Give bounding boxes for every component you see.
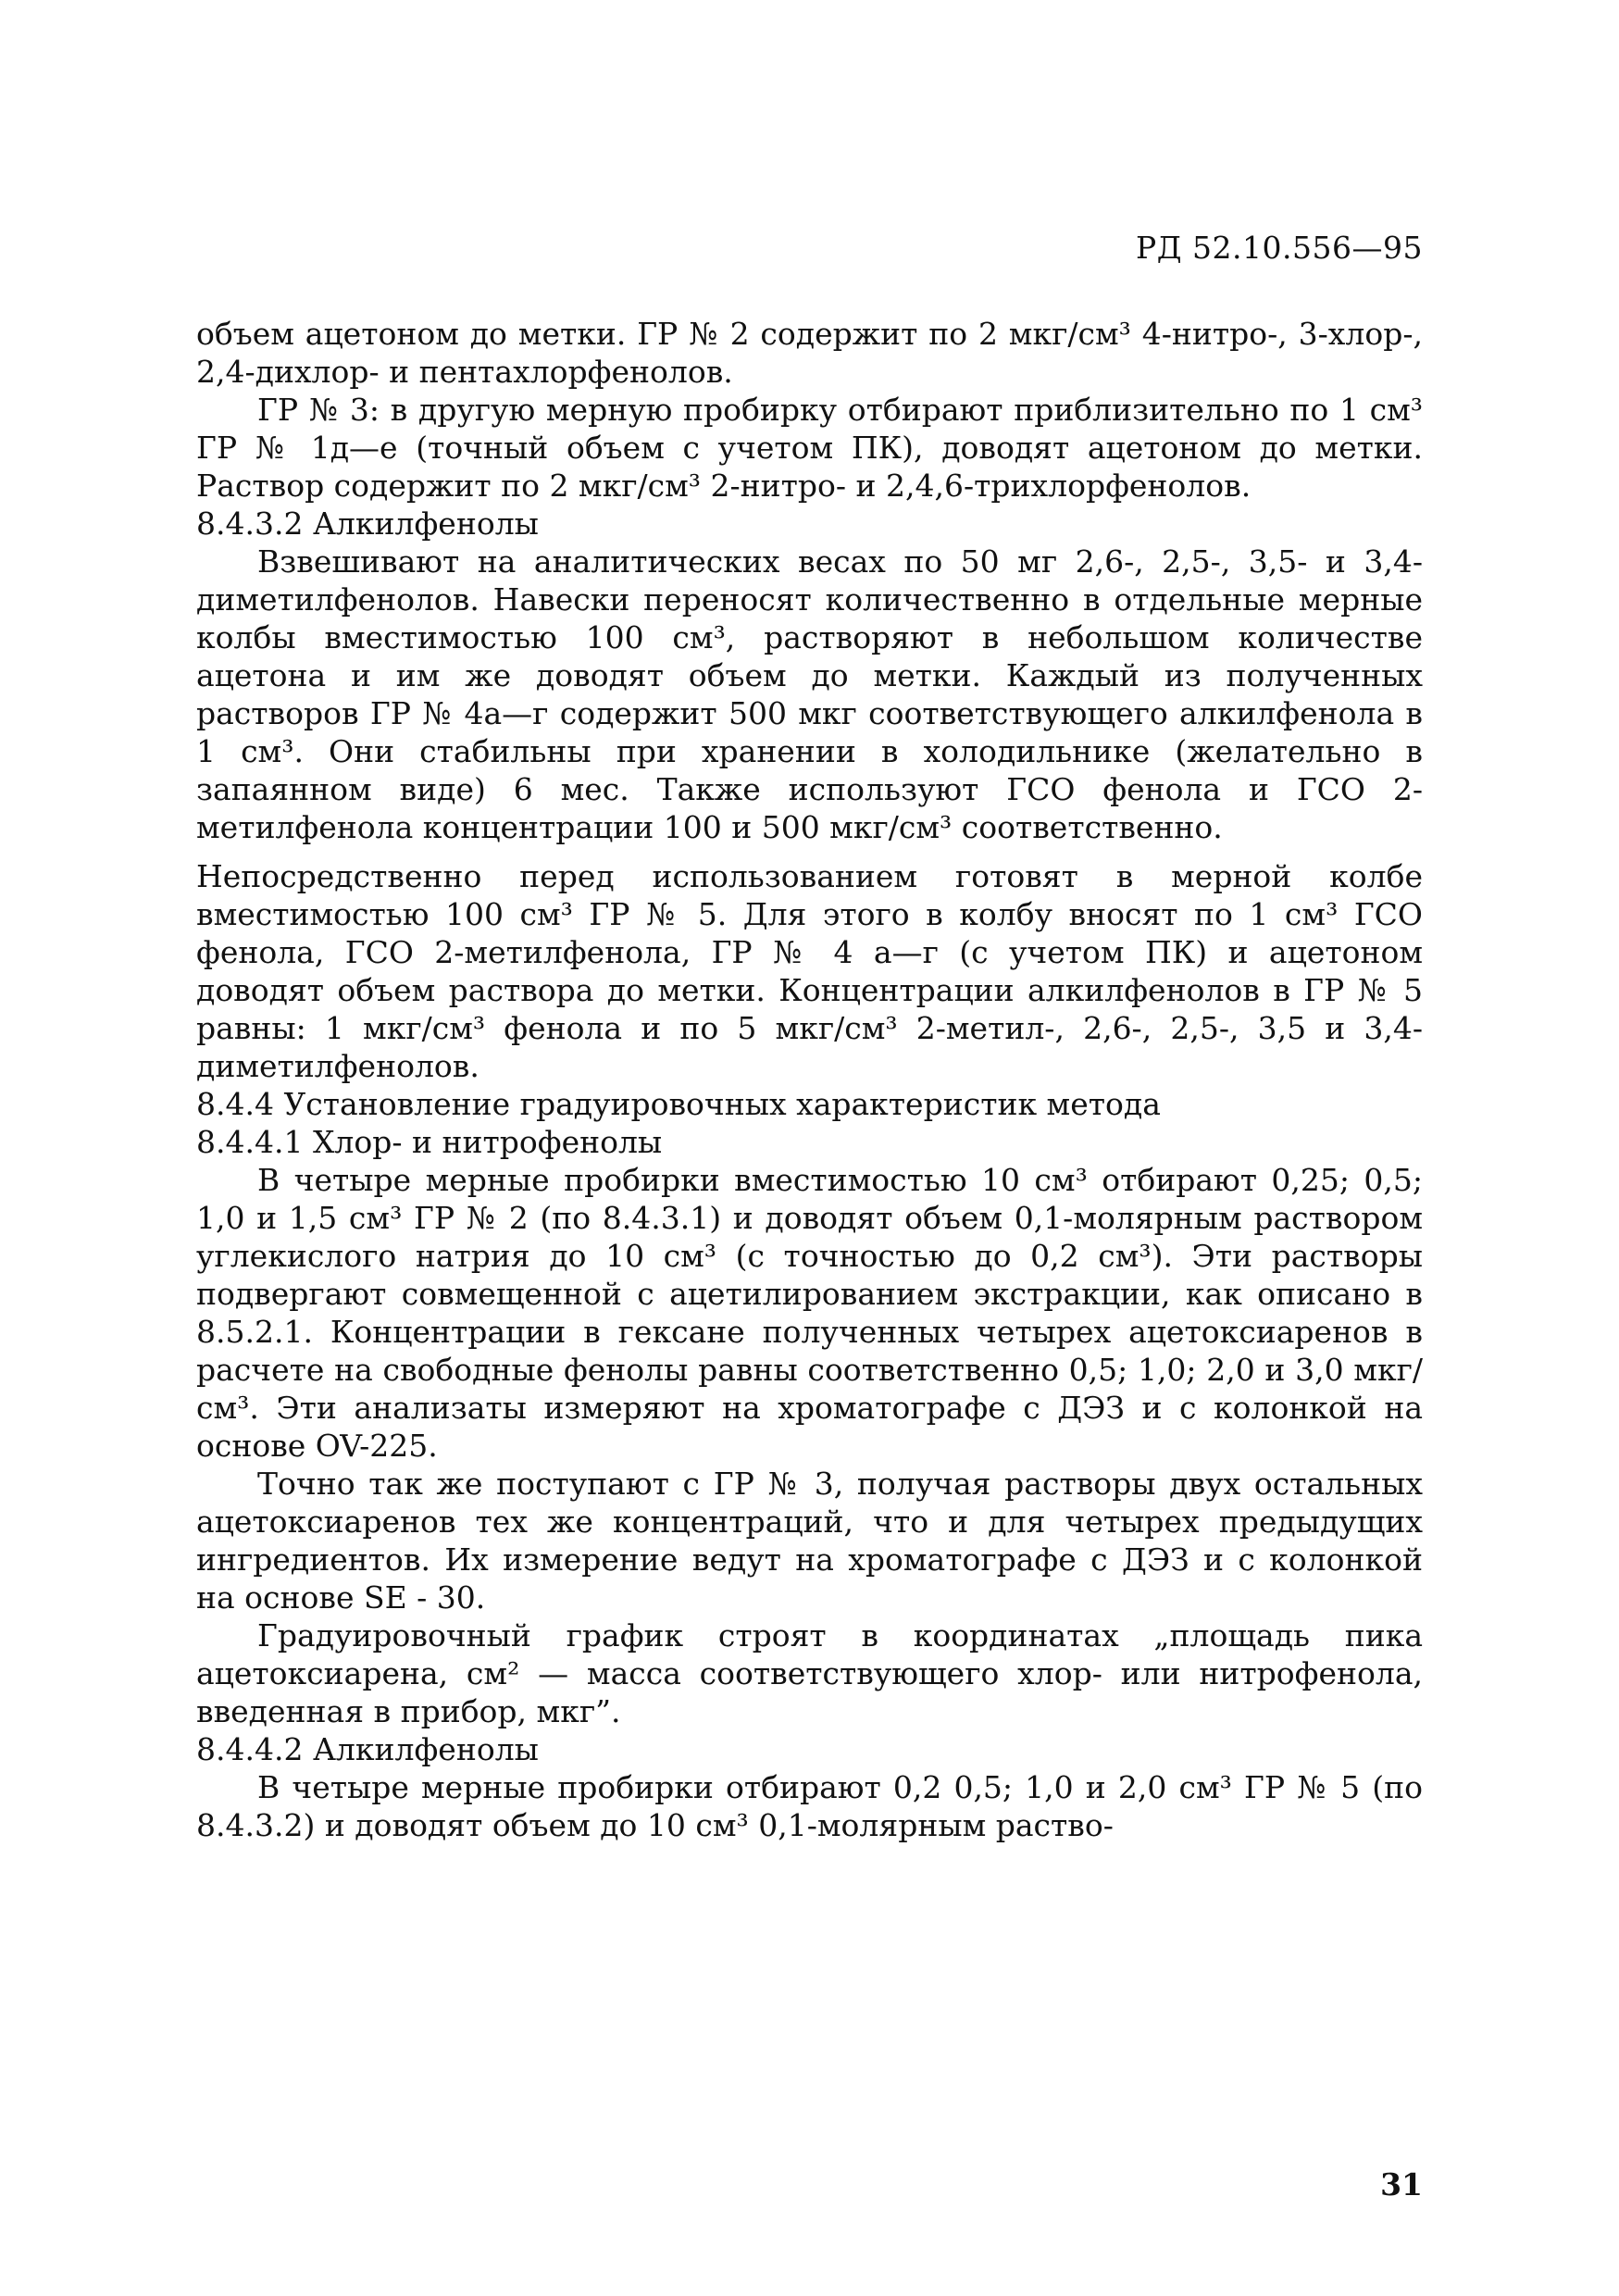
page-number: 31 bbox=[1380, 2166, 1423, 2202]
section-heading-8442: 8.4.4.2 Алкилфенолы bbox=[196, 1731, 539, 1767]
paragraph-chloro-nitro-calibration: В четыре мерные пробирки вместимостью 10 см³ отбирают 0,25; 0,5; 1,0 и 1,5 см³ ГР № 2 (по 8.4.3.1) и доводят объем 0,1-молярным раствором углекислого натрия до 10 см³ (с точностью до 0,2 см³). Эти растворы подвергают совмещенной с ацетилированием экстракции, как описано в 8.5.2.1. Концентрации в гексане полученных четырех ацетоксиаренов в расчете на свободные фенолы равны соответственно 0,5; 1,0; 2,0 и 3,0 мкг/см³. Эти анализаты измеряют на хроматографе с ДЭЗ и с колонкой на основе OV-225. bbox=[196, 1162, 1423, 1464]
document-code-header: РД 52.10.556—95 bbox=[1136, 230, 1423, 266]
paragraph-alkylphenols-weighing: Взвешивают на аналитических весах по 50 мг 2,6-, 2,5-, 3,5- и 3,4- диметилфенолов. Навески переносят количественно в отдельные мерные колбы вместимостью 100 см³, растворяют в небольшом количестве ацетона и им же доводят объем до метки. Каждый из полученных растворов ГР № 4а—г содержит 500 мкг соответствующего алкилфенола в 1 см³. Они стабильны при хранении в холодильнике (желательно в запаянном виде) 6 мес. Также используют ГСО фенола и ГСО 2-метилфенола концентрации 100 и 500 мкг/см³ соответственно. bbox=[196, 543, 1423, 845]
section-heading-844: 8.4.4 Установление градуировочных характеристик метода bbox=[196, 1086, 1161, 1122]
paragraph-gr3-procedure: Точно так же поступают с ГР № 3, получая растворы двух остальных ацетоксиаренов тех же концентраций, что и для четырех предыдущих ингредиентов. Их измерение ведут на хроматографе с ДЭЗ и с колонкой на основе SE - 30. bbox=[196, 1466, 1423, 1616]
section-heading-8432: 8.4.3.2 Алкилфенолы bbox=[196, 505, 539, 542]
paragraph-alkylphenols-calibration: В четыре мерные пробирки отбирают 0,2 0,5; 1,0 и 2,0 см³ ГР № 5 (по 8.4.3.2) и доводят объем до 10 см³ 0,1-молярным раство- bbox=[196, 1769, 1423, 1843]
paragraph-continuation: объем ацетоном до метки. ГР № 2 содержит по 2 мкг/см³ 4-нитро-, 3-хлор-, 2,4-дихлор- и пентахлорфенолов. bbox=[196, 316, 1423, 390]
paragraph-gr5-preparation: Непосредственно перед использованием готовят в мерной колбе вместимостью 100 см³ ГР № 5. Для этого в колбу вносят по 1 см³ ГСО фенола, ГСО 2-метилфенола, ГР № 4 а—г (с учетом ПК) и ацетоном доводят объем раствора до метки. Концентрации алкилфенолов в ГР № 5 равны: 1 мкг/см³ фенола и по 5 мкг/см³ 2-метил-, 2,6-, 2,5-, 3,5 и 3,4-диметилфенолов. bbox=[196, 858, 1423, 1084]
section-heading-8441: 8.4.4.1 Хлор- и нитрофенолы bbox=[196, 1124, 663, 1160]
document-body bbox=[196, 315, 1423, 1844]
paragraph-gr3: ГР № 3: в другую мерную пробирку отбирают приблизительно по 1 см³ ГР № 1д—е (точный объем с учетом ПК), доводят ацетоном до метки. Раствор содержит по 2 мкг/см³ 2-нитро- и 2,4,6-трихлорфенолов. bbox=[196, 392, 1423, 504]
paragraph-calibration-graph: Градуировочный график строят в координатах „площадь пика ацетоксиарена, см² — масса соответствующего хлор- или нитрофенола, введенная в прибор, мкг”. bbox=[196, 1617, 1423, 1729]
